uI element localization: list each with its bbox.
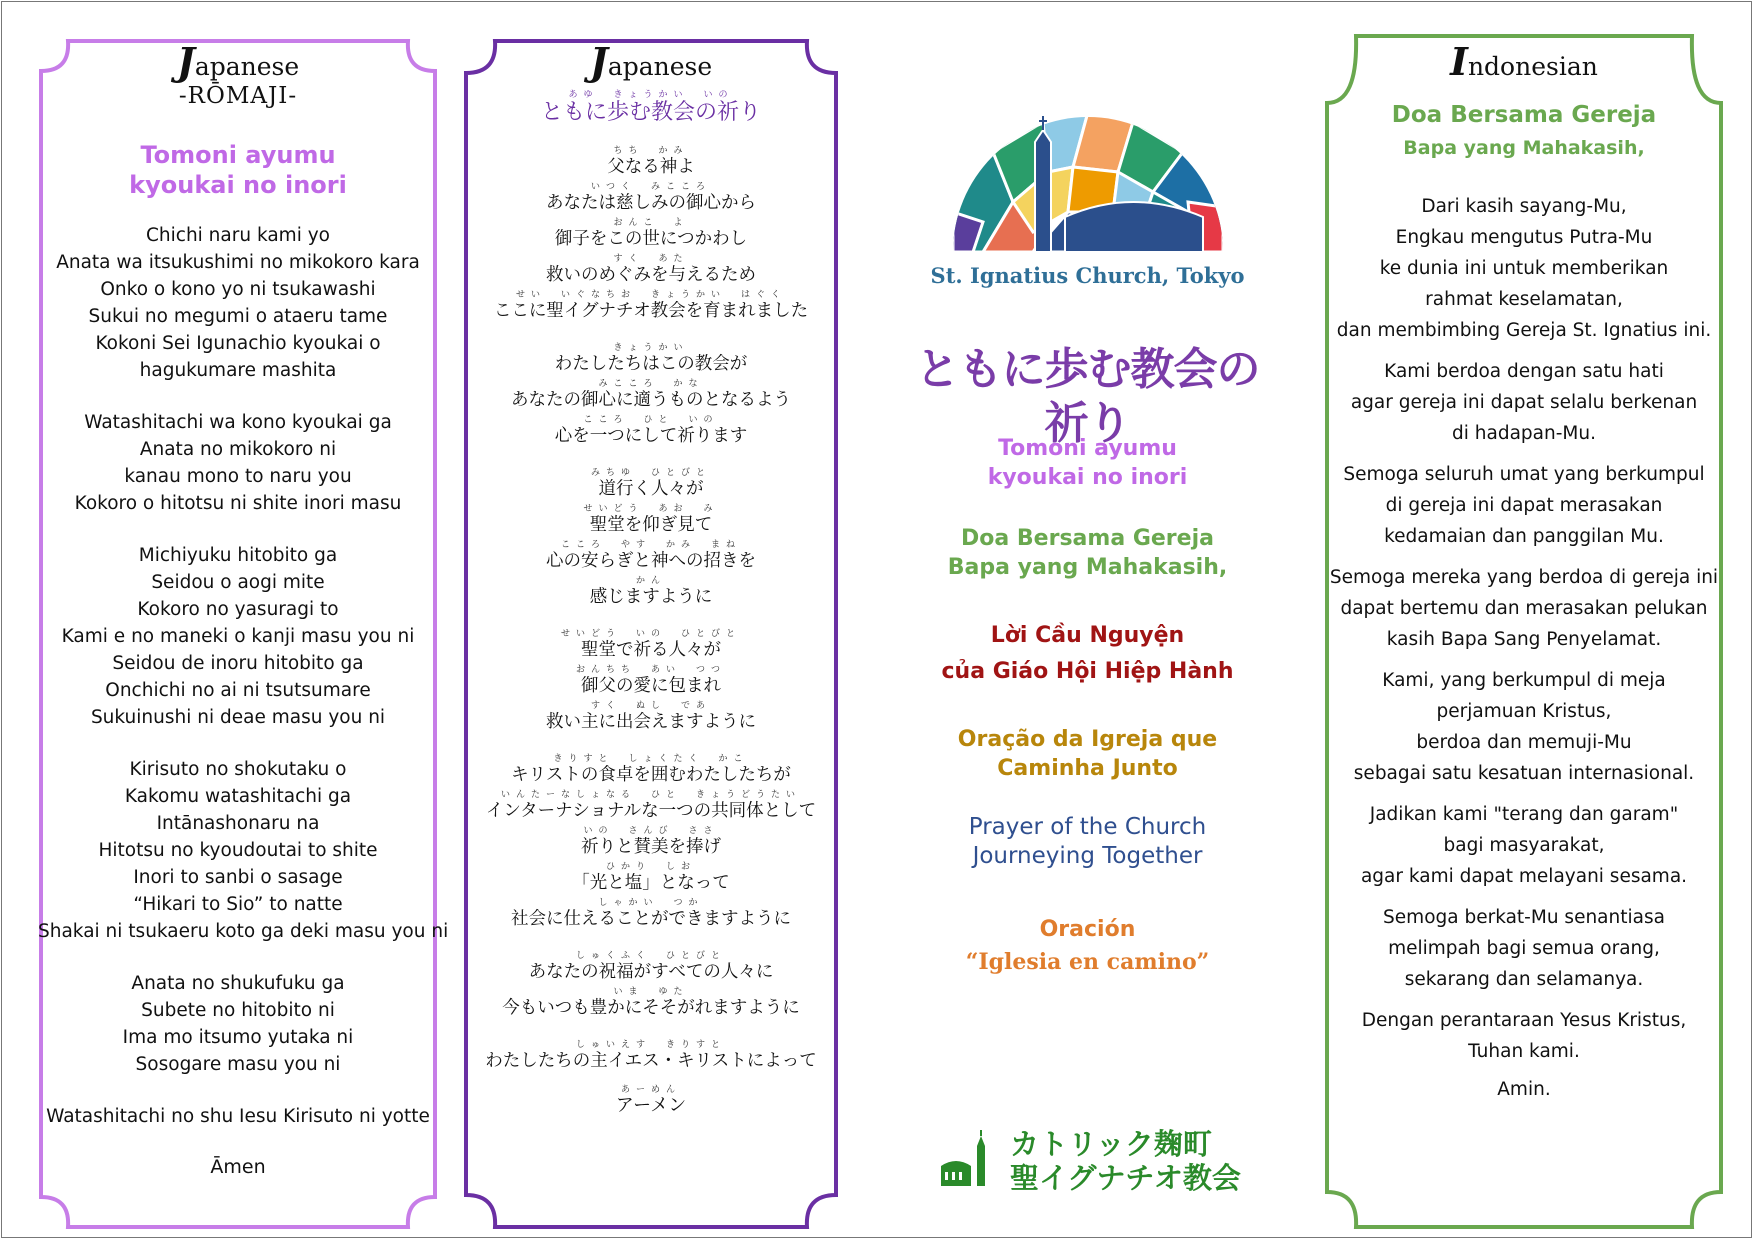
japanese-ruby: すく あた — [613, 254, 689, 264]
romaji-amen: Āmen — [210, 1156, 266, 1178]
japanese-ruby: きょうかい — [613, 343, 689, 353]
romaji-line: Kokoro o hitotsu ni shite inori masu — [74, 493, 402, 514]
romaji-stanza — [38, 756, 449, 945]
indonesian-stanza — [1324, 562, 1724, 655]
indonesian-line: melimpah bagi semua orang, — [1388, 938, 1660, 959]
japanese-line-text: わたしたちの主イエス・キリストによって — [485, 1051, 817, 1071]
indonesian-line: Jadikan kami "terang dan garam" — [1369, 804, 1679, 825]
indonesian-line: kasih Bapa Sang Penyelamat. — [1386, 629, 1662, 650]
romaji-line: Watashitachi wa kono kyoukai ga — [84, 412, 392, 433]
indonesian-line: Kami berdoa dengan satu hati — [1384, 361, 1664, 382]
church-dome-icon — [1065, 202, 1203, 252]
japanese-line — [463, 576, 839, 608]
japanese-line-text: 社会に仕えることができますように — [511, 909, 791, 929]
romaji-language-heading: Japanese — [176, 39, 300, 84]
japanese-line — [463, 898, 839, 930]
japanese-line-text: 道行く人々が — [598, 479, 704, 499]
indonesian-stanza — [1324, 356, 1724, 449]
romaji-line: Anata wa itsukushimi no mikokoro kara — [56, 252, 420, 273]
indonesian-line: agar gereja ini dapat selalu berkenan — [1350, 392, 1698, 413]
romaji-line: Anata no shukufuku ga — [131, 973, 345, 994]
romaji-line: Seidou o aogi mite — [151, 572, 325, 593]
japanese-ruby: すく ぬし であ — [590, 701, 711, 711]
japanese-title-ruby: あゆ きょうかい いの — [568, 90, 734, 100]
indonesian-line: perjamuan Kristus, — [1436, 701, 1612, 722]
indonesian-line: Semoga seluruh umat yang berkumpul — [1343, 464, 1705, 485]
stained-glass-logo — [953, 112, 1223, 252]
title-portuguese: Oração da Igreja que Caminha Junto — [957, 727, 1218, 781]
japanese-ruby: いま ゆた — [613, 987, 689, 997]
japanese-language-heading: Japanese — [589, 39, 713, 84]
japanese-stanza — [463, 468, 839, 608]
romaji-line: Intānashonaru na — [156, 813, 320, 834]
japanese-line — [463, 1040, 839, 1072]
indonesian-line: agar kami dapat melayani sesama. — [1360, 866, 1688, 887]
romaji-line: Kami e no maneki o kanji masu you ni — [61, 626, 415, 647]
japanese-ruby: いつく みこころ — [590, 182, 711, 192]
japanese-line-text: 父なる神よ — [607, 157, 695, 177]
romaji-card — [38, 38, 449, 1230]
main-title: ともに歩む教会の祈り — [915, 344, 1260, 449]
japanese-stanza — [463, 343, 839, 447]
indonesian-line: sebagai satu kesatuan internasional. — [1353, 763, 1695, 784]
romaji-stanza — [38, 970, 438, 1078]
japanese-line — [463, 540, 839, 572]
japanese-card — [463, 38, 839, 1230]
japanese-line — [463, 218, 839, 250]
indonesian-line: sekarang dan selamanya. — [1404, 969, 1644, 990]
indonesian-stanza — [1324, 665, 1724, 789]
japanese-line — [463, 951, 839, 983]
title-indonesian: Doa Bersama Gereja Bapa yang Mahakasih, — [947, 526, 1228, 580]
japanese-stanza — [463, 1040, 839, 1072]
romaji-line: Kakomu watashitachi ga — [124, 786, 352, 807]
indonesian-stanza — [1324, 799, 1724, 892]
indonesian-line: Semoga berkat-Mu senantiasa — [1383, 907, 1665, 928]
romaji-line: Onchichi no ai ni tsutsumare — [105, 680, 371, 701]
romaji-line: Onko o kono yo ni tsukawashi — [100, 279, 376, 300]
romaji-line: Shakai ni tsukaeru koto ga deki masu you ni — [38, 921, 449, 942]
japanese-line-text: あなたの御心に適うものとなるよう — [511, 390, 791, 410]
japanese-ruby: おんちち あい つつ — [575, 665, 726, 675]
japanese-stanza — [463, 146, 839, 322]
japanese-ruby: みこころ かな — [598, 379, 704, 389]
indonesian-line: berdoa dan memuji-Mu — [1416, 732, 1632, 753]
japanese-ruby: おんこ よ — [613, 218, 689, 228]
romaji-line: Subete no hitobito ni — [141, 1000, 335, 1021]
japanese-line — [463, 146, 839, 178]
romaji-line: “Hikari to Sio” to natte — [133, 894, 343, 915]
japanese-prayer-title: あゆ きょうかい いの ともに歩む教会の祈り — [463, 90, 839, 126]
japanese-line — [463, 701, 839, 733]
japanese-line — [463, 254, 839, 286]
church-logo-text: カトリック麹町 聖イグナチオ教会 — [1010, 1127, 1241, 1195]
japanese-line-text: 今もいつも豊かにそそがれますように — [502, 998, 800, 1018]
romaji-line: Kirisuto no shokutaku o — [129, 759, 347, 780]
title-romaji: Tomoni ayumu kyoukai no inori — [987, 436, 1188, 490]
indonesian-line: Dengan perantaraan Yesus Kristus, — [1361, 1010, 1687, 1031]
japanese-ruby: せいどう あお み — [583, 504, 719, 514]
romaji-stanza — [38, 1103, 438, 1130]
japanese-ruby: ちち かみ — [613, 146, 689, 156]
indonesian-stanza — [1324, 902, 1724, 995]
indonesian-language-heading: Indonesian — [1450, 39, 1598, 84]
japanese-ruby: せい いぐなちお きょうかい はぐく — [515, 290, 786, 300]
japanese-line — [463, 379, 839, 411]
japanese-line — [463, 665, 839, 697]
japanese-line-text: インターナショナルな一つの共同体として — [485, 801, 817, 821]
japanese-ruby: ひかり しお — [605, 862, 696, 872]
romaji-line: hagukumare mashita — [139, 360, 337, 381]
japanese-line — [463, 290, 839, 322]
indonesian-line: dan membimbing Gereja St. Ignatius ini. — [1336, 320, 1712, 341]
japanese-line — [463, 415, 839, 447]
japanese-line-text: 御父の愛に包まれ — [581, 676, 721, 696]
romaji-line: Hitotsu no kyoudoutai to shite — [98, 840, 378, 861]
japanese-ruby: みちゆ ひとびと — [590, 468, 711, 478]
japanese-line — [463, 629, 839, 661]
japanese-ruby: こころ ひと いの — [583, 415, 719, 425]
romaji-line: Michiyuku hitobito ga — [138, 545, 338, 566]
japanese-stanza — [463, 951, 839, 1019]
indonesian-line: bagi masyarakat, — [1443, 835, 1605, 856]
romaji-line: Seidou de inoru hitobito ga — [112, 653, 364, 674]
japanese-stanza — [463, 754, 839, 930]
romaji-line: Inori to sanbi o sasage — [133, 867, 343, 888]
japanese-ruby: せいどう いの ひとびと — [560, 629, 741, 639]
romaji-line: Ima mo itsumo yutaka ni — [122, 1027, 354, 1048]
japanese-line — [463, 987, 839, 1019]
romaji-stanza — [38, 542, 438, 731]
indonesian-line: dapat bertemu dan merasakan pelukan — [1340, 598, 1708, 619]
indonesian-line: Tuhan kami. — [1468, 1041, 1580, 1062]
romaji-line: Watashitachi no shu Iesu Kirisuto ni yotte — [46, 1106, 430, 1127]
japanese-line — [463, 754, 839, 786]
japanese-line — [463, 826, 839, 858]
romaji-prayer-text — [38, 222, 449, 1130]
indonesian-line: di hadapan-Mu. — [1452, 423, 1596, 444]
japanese-ruby: きりすと しょくたく かこ — [553, 754, 749, 764]
indonesian-line: di gereja ini dapat merasakan — [1385, 495, 1663, 516]
japanese-ruby: いんたーなしょなる ひと きょうどうたい — [500, 790, 801, 800]
japanese-ruby: しゅいえす きりすと — [575, 1040, 726, 1050]
japanese-line — [463, 468, 839, 500]
indonesian-line: Dari kasih sayang-Mu, — [1421, 196, 1627, 217]
japanese-line-text: 心を一つにして祈ります — [554, 426, 748, 446]
indonesian-line: Kami, yang berkumpul di meja — [1382, 670, 1666, 691]
japanese-amen: あーめん アーメン — [615, 1085, 687, 1116]
japanese-line-text: キリストの食卓を囲むわたしたちが — [511, 765, 791, 785]
indonesian-stanza — [1324, 1005, 1724, 1067]
indonesian-prayer-subtitle: Bapa yang Mahakasih, — [1403, 137, 1645, 159]
japanese-stanza — [463, 629, 839, 733]
japanese-line-text: 聖堂を仰ぎ見て — [589, 515, 713, 535]
romaji-line: Chichi naru kami yo — [145, 225, 330, 246]
romaji-line: Kokoro no yasuragi to — [137, 599, 339, 620]
romaji-line: Anata no mikokoro ni — [139, 439, 337, 460]
indonesian-line: rahmat keselamatan, — [1425, 289, 1623, 310]
japanese-line-text: 感じますように — [589, 587, 713, 607]
japanese-ruby: しゃかい つか — [598, 898, 704, 908]
japanese-line — [463, 182, 839, 214]
indonesian-prayer-text — [1324, 191, 1724, 1067]
romaji-stanza — [38, 222, 438, 384]
indonesian-stanza — [1324, 459, 1724, 552]
japanese-ruby: かん — [635, 576, 666, 586]
indonesian-stanza — [1324, 191, 1724, 346]
romaji-prayer-title: Tomoni ayumu kyoukai no inori — [129, 141, 347, 199]
japanese-line-text: 救い主に出会えますように — [546, 712, 756, 732]
japanese-line-text: 祈りと賛美を捧げ — [581, 837, 721, 857]
indonesian-amen: Amin. — [1497, 1079, 1551, 1100]
indonesian-line: ke dunia ini untuk memberikan — [1379, 258, 1669, 279]
indonesian-card — [1324, 33, 1724, 1230]
japanese-line-text: 心の安らぎと神への招きを — [546, 551, 756, 571]
japanese-ruby: いの さんび ささ — [583, 826, 719, 836]
romaji-subheading: -RŌMAJI- — [178, 83, 298, 109]
japanese-line-text: 「光と塩」となって — [572, 873, 730, 893]
church-name: St. Ignatius Church, Tokyo — [930, 263, 1245, 288]
romaji-line: kanau mono to naru you — [124, 466, 352, 487]
title-vietnamese: Lời Cầu Nguyện của Giáo Hội Hiệp Hành — [941, 623, 1234, 684]
japanese-line-text: ここに聖イグナチオ教会を育まれました — [493, 301, 809, 321]
japanese-line-text: あなたの祝福がすべての人々に — [528, 962, 774, 982]
japanese-line — [463, 343, 839, 375]
indonesian-line: Engkau mengutus Putra-Mu — [1395, 227, 1653, 248]
japanese-line-text: わたしたちはこの教会が — [554, 354, 748, 374]
romaji-line: Kokoni Sei Igunachio kyoukai o — [95, 333, 381, 354]
indonesian-line: kedamaian dan panggilan Mu. — [1384, 526, 1664, 547]
church-building-icon — [937, 1130, 997, 1190]
japanese-line-text: 聖堂で祈る人々が — [581, 640, 721, 660]
japanese-line-text: 救いのめぐみを与えるため — [546, 265, 756, 285]
title-spanish: Oración “Iglesia en camino” — [965, 917, 1210, 975]
japanese-line-text: 御子をこの世につかわし — [554, 229, 748, 249]
japanese-prayer-text — [463, 146, 839, 1072]
title-english: Prayer of the Church Journeying Together — [968, 814, 1207, 869]
japanese-line — [463, 504, 839, 536]
romaji-line: Sukui no megumi o ataeru tame — [88, 306, 388, 327]
indonesian-prayer-title: Doa Bersama Gereja — [1391, 102, 1657, 128]
romaji-line: Sosogare masu you ni — [135, 1054, 341, 1075]
romaji-line: Sukuinushi ni deae masu you ni — [90, 707, 386, 728]
japanese-line — [463, 862, 839, 894]
japanese-line-text: あなたは慈しみの御心から — [546, 193, 756, 213]
japanese-ruby: しゅくふく ひとびと — [575, 951, 726, 961]
japanese-line — [463, 790, 839, 822]
romaji-stanza — [38, 409, 438, 517]
indonesian-line: Semoga mereka yang berdoa di gereja ini — [1329, 567, 1719, 588]
japanese-ruby: こころ やす かみ まね — [560, 540, 741, 550]
